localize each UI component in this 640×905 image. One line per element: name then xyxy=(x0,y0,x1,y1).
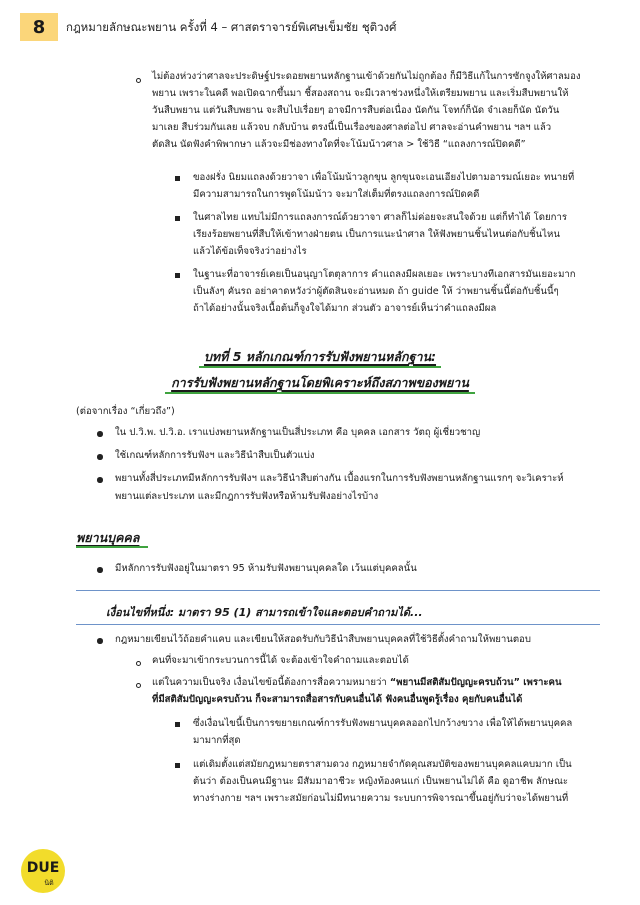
logo-subtext: นิติ xyxy=(44,879,54,887)
page-number: 8 xyxy=(20,13,58,41)
sub-item-line: ทางร่างกาย ฯลฯ เพราะสมัยก่อนไม่มีทนายความ ระบบการพิจารณาขึ้นอยู่กับว่าจะได้พยานที่ xyxy=(193,793,569,804)
sub-item-line: แล้วได้ข้อเท็จจริงว่าอย่างไร xyxy=(193,246,307,257)
chapter-title-line1: บทที่ 5 หลักเกณฑ์การรับฟังพยานหลักฐาน: xyxy=(203,349,437,364)
sub-item-line: ซึ่งเงื่อนไขนี้เป็นการขยายเกณฑ์การรับฟังพยานบุคคลออกไปกว้างขวาง เพื่อให้ได้พยานบุคคล xyxy=(193,718,573,729)
circle-item-line xyxy=(152,675,562,690)
page-header xyxy=(0,0,640,36)
bullet-line: พยานทั้งสี่ประเภทมีหลักการรับฟังฯ และวิธีนำสืบต่างกัน เบื้องแรกในการรับฟังพยานหลักฐานแรกๆ จะวิเคราะห์ xyxy=(115,473,564,484)
para-line: มาเลย สืบร่วมกันเลย แล้วจบ กลับบ้าน ตรงนี้เป็นเรื่องของศาลต่อไป ศาลจะอ่านคำพยาน ฯลฯ แล้ว xyxy=(152,122,552,133)
para-line: ไม่ต้องห่วงว่าศาลจะประดิษฐ์ประดอยพยานหลักฐานเข้าด้วยกันไม่ถูกต้อง ก็มีวิธีแก้ในการซักจูงให้ศาลมอง xyxy=(152,71,581,82)
bullet-line: ใน ป.วิ.พ. ป.วิ.อ. เราแบ่งพยานหลักฐานเป็นสี่ประเภท คือ บุคคล เอกสาร วัตถุ ผู้เชี่ยวชาญ xyxy=(115,427,481,438)
chapter-underline xyxy=(165,392,475,394)
bullet-icon xyxy=(97,431,103,437)
circle-bullet-icon xyxy=(136,78,141,83)
sub-item-line: ในศาลไทย แทบไม่มีการแถลงการณ์ด้วยวาจา ศาลก็ไม่ค่อยจะสนใจด้วย แต่ก็ทำได้ โดยการ xyxy=(193,212,568,223)
logo-text: DUE xyxy=(26,860,60,876)
sub-item-line: ถ้าได้อย่างนั้นจริงเนื้อต้นก็จูงใจได้มาก ส่วนตัว อาจารย์เห็นว่าคำแถลงมีผล xyxy=(193,303,497,314)
para-line: วันสืบพยาน แต่วันสืบพยาน จะสืบไปเรื่อยๆ อาจมีการสืบต่อเนื่อง นัดกัน โจทก์ก็นัด จำเลยก็นัด นัดวัน xyxy=(152,105,560,116)
section-bullet: มีหลักการรับฟังอยู่ในมาตรา 95 ห้ามรับฟังพยานบุคคลใด เว้นแต่บุคคลนั้น xyxy=(115,563,417,574)
para-line: พยาน เพราะในคดี พอเปิดฉากขึ้นมา ชี้สองสถาน จะมีเวลาช่วงหนึ่งให้เตรียมพยาน และเริ่มสืบพยานให้ xyxy=(152,88,569,99)
sub-item-line: ของฝรั่ง นิยมแถลงด้วยวาจา เพื่อโน้มน้าวลูกขุน ลูกขุนจะเอนเอียงไปตามอารมณ์เยอะ ทนายที่ xyxy=(193,172,575,183)
chapter-underline xyxy=(199,366,441,368)
section-underline xyxy=(76,546,148,548)
circle-item-normal: แต่ในความเป็นจริง เงื่อนไขข้อนี้ต้องการสื่อความหมายว่า xyxy=(152,677,387,688)
sub-item-line: ในฐานะที่อาจารย์เคยเป็นอนุญาโตตุลาการ คำแถลงมีผลเยอะ เพราะบางทีเอกสารมันเยอะมาก xyxy=(193,269,576,280)
square-bullet-icon xyxy=(175,722,180,727)
sub-item-line: เรียงร้อยพยานที่สืบให้เข้าทางฝ่ายตน เป็นการแนะนำศาล ให้ฟังพยานชิ้นไหนต่อกับชิ้นไหน xyxy=(193,229,560,240)
bullet-icon xyxy=(97,567,103,573)
condition-bottom-border xyxy=(76,624,600,625)
bullet-icon xyxy=(97,454,103,460)
sub-item-line: แต่เดิมตั้งแต่สมัยกฎหมายตราสามดวง กฎหมายจำกัดคุณสมบัติของพยานบุคคลแคบมาก เป็น xyxy=(193,759,572,770)
sub-item-line: ต้นว่า ต้องเป็นคนมีฐานะ มีสัมมาอาชีวะ หญิงท้องคนแก่ เป็นพยานไม่ได้ คือ ดูอาชีพ ลักษณะ xyxy=(193,776,569,787)
condition-top-border xyxy=(76,590,600,591)
sub-item-line: เป็นลังๆ คันรถ อย่าคาดหวังว่าผู้ตัดสินจะอ่านหมด ถ้า guide ให้ ว่าพยานชิ้นนี้ต่อกับชิ้นนี้ๆ xyxy=(193,286,559,297)
circle-bullet-icon xyxy=(136,661,141,666)
bullet-line: ใช้เกณฑ์หลักการรับฟังฯ และวิธีนำสืบเป็นตัวแบ่ง xyxy=(115,450,315,461)
section-title: พยานบุคคล xyxy=(76,530,140,545)
chapter-title-line2: การรับฟังพยานหลักฐานโดยพิเคราะห์ถึงสภาพของพยาน xyxy=(171,375,469,390)
bullet-icon xyxy=(97,638,103,644)
sub-item-line: มีความสามารถในการพูดโน้มน้าว จะมาใส่เต็มที่ตรงแถลงการณ์ปิดคดี xyxy=(193,189,480,200)
circle-item: คนที่จะมาเข้ากระบวนการนี้ได้ จะต้องเข้าใจคำถามและตอบได้ xyxy=(152,655,409,666)
square-bullet-icon xyxy=(175,273,180,278)
para-line: ตัดสิน นัดฟังคำพิพากษา แล้วจะมีช่องทางใดที่จะโน้มน้าวศาล > ใช้วิธี “แถลงการณ์ปิดคดี” xyxy=(152,139,526,150)
bullet-icon xyxy=(97,477,103,483)
bullet-line: พยานแต่ละประเภท และมีกฎการรับฟังหรือห้ามรับฟังอย่างไรบ้าง xyxy=(115,491,379,502)
square-bullet-icon xyxy=(175,763,180,768)
due-logo xyxy=(20,848,66,894)
continued-note: (ต่อจากเรื่อง “เกี่ยวถึง”) xyxy=(76,406,175,417)
square-bullet-icon xyxy=(175,176,180,181)
circle-item-bold: “พยานมีสติสัมปัญญะครบถ้วน” เพราะคน xyxy=(389,677,562,688)
condition-title: เงื่อนไขที่หนึ่ง: มาตรา 95 (1) สามารถเข้าใจและตอบคำถามได้... xyxy=(106,606,423,619)
bottom-bullet: กฎหมายเขียนไว้ถ้อยคำแคบ และเขียนให้สอดรับกับวิธีนำสืบพยานบุคคลที่ใช้วิธีตั้งคำถามให้พยานตอบ xyxy=(115,634,531,645)
circle-item-bold-line2: ที่มีสติสัมปัญญะครบถ้วน ก็จะสามารถสื่อสารกับคนอื่นได้ ฟังคนอื่นพูดรู้เรื่อง คุยกับคนอื่นได้ xyxy=(152,694,523,705)
square-bullet-icon xyxy=(175,216,180,221)
sub-item-line: มามากที่สุด xyxy=(193,735,241,746)
header-title: กฎหมายลักษณะพยาน ครั้งที่ 4 – ศาสตราจารย์พิเศษเข็มชัย ชุติวงศ์ xyxy=(66,20,397,34)
circle-bullet-icon xyxy=(136,683,141,688)
